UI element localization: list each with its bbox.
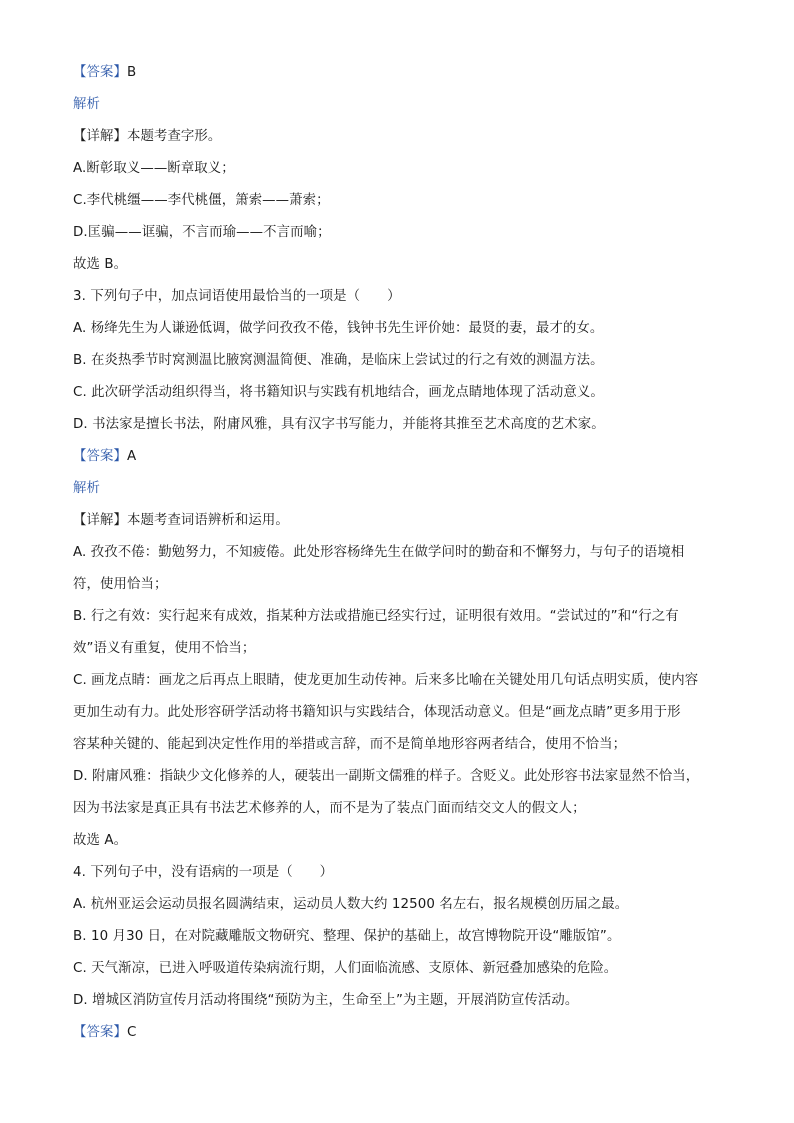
question-option: C. 天气渐凉，已进入呼吸道传染病流行期，人们面临流感、支原体、新冠叠加感染的危险。 [73, 961, 618, 976]
answer-label: 【答案】 [73, 449, 127, 464]
paragraph-line: D. 附庸风雅：指缺少文化修养的人，硬装出一副斯文儒雅的样子。含贬义。此处形容书法家显然不恰当， [73, 769, 700, 784]
paragraph-line: 符，使用恰当； [73, 577, 168, 592]
analysis-heading-1 [73, 96, 723, 114]
detail-label: 【详解】 [73, 513, 127, 528]
conclusion-line: 故选 A。 [73, 833, 128, 848]
question-option: C. 此次研学活动组织得当，将书籍知识与实践有机地结合，画龙点睛地体现了活动意义。 [73, 385, 604, 400]
question-option: D. 增城区消防宣传月活动将围绕“预防为主，生命至上”为主题，开展消防宣传活动。 [73, 993, 579, 1008]
analysis-label: 解析 [73, 481, 100, 496]
conclusion-line: 故选 B。 [73, 257, 128, 272]
paragraph-line: A.断彰取义——断章取义； [73, 161, 235, 176]
paragraph-line: 容某种关键的、能起到决定性作用的举措或言辞，而不是简单地形容两者结合，使用不恰当； [73, 737, 627, 752]
question-option: B. 在炎热季节时窝测温比腋窝测温简便、准确，是临床上尝试过的行之有效的测温方法。 [73, 353, 604, 368]
paragraph-line: C.李代桃缰——李代桃僵，箫索——萧索； [73, 193, 330, 208]
detail-text: 本题考查词语辨析和运用。 [126, 513, 289, 528]
paragraph-line: 效”语义有重复，使用不恰当； [73, 641, 256, 656]
question-option: B. 10 月30 日，在对院藏雕版文物研究、整理、保护的基础上，故宫博物院开设“雕版馆”。 [73, 929, 621, 944]
analysis-heading-2 [73, 480, 723, 498]
paragraph-line: C. 画龙点睛：画龙之后再点上眼睛，使龙更加生动传神。后来多比喻在关键处用几句话点明实质，使内容 [73, 673, 699, 688]
answer-label: 【答案】 [73, 65, 127, 80]
paragraph-line: A. 孜孜不倦：勤勉努力，不知疲倦。此处形容杨绛先生在做学问时的勤奋和不懈努力，与句子的语境相 [73, 545, 685, 560]
answer-value: B [126, 65, 137, 80]
detail-line-2 [73, 512, 723, 530]
question-4-stem: 4. 下列句子中，没有语病的一项是（ ） [73, 865, 334, 880]
detail-line-1 [73, 128, 723, 146]
question-option: A. 杭州亚运会运动员报名圆满结束，运动员人数大约 12500 名左右，报名规模创历届之最。 [73, 897, 629, 912]
paragraph-line: 因为书法家是真正具有书法艺术修养的人，而不是为了装点门面而结交文人的假文人； [73, 801, 586, 816]
answer-value: A [126, 449, 137, 464]
detail-text: 本题考查字形。 [126, 129, 222, 144]
question-option: A. 杨绛先生为人谦逊低调，做学问孜孜不倦，钱钟书先生评价她：最贤的妻，最才的女。 [73, 321, 604, 336]
answer-value: C [126, 1025, 137, 1040]
analysis-label: 解析 [73, 97, 100, 112]
answer-line-3 [73, 1024, 723, 1042]
detail-label: 【详解】 [73, 129, 127, 144]
answer-line-1 [73, 64, 723, 82]
answer-line-2 [73, 448, 723, 466]
paragraph-line: 更加生动有力。此处形容研学活动将书籍知识与实践结合，体现活动意义。但是“画龙点睛”更多用于形 [73, 705, 681, 720]
answer-label: 【答案】 [73, 1025, 127, 1040]
question-3-stem: 3. 下列句子中，加点词语使用最恰当的一项是（ ） [73, 289, 401, 304]
question-option: D. 书法家是擅长书法，附庸风雅，具有汉字书写能力，并能将其推至艺术高度的艺术家。 [73, 417, 605, 432]
paragraph-line: D.匡骗——诓骗，不言而瑜——不言而喻； [73, 225, 331, 240]
paragraph-line: B. 行之有效：实行起来有成效，指某种方法或措施已经实行过，证明很有效用。“尝试过的”和“行之有 [73, 609, 679, 624]
